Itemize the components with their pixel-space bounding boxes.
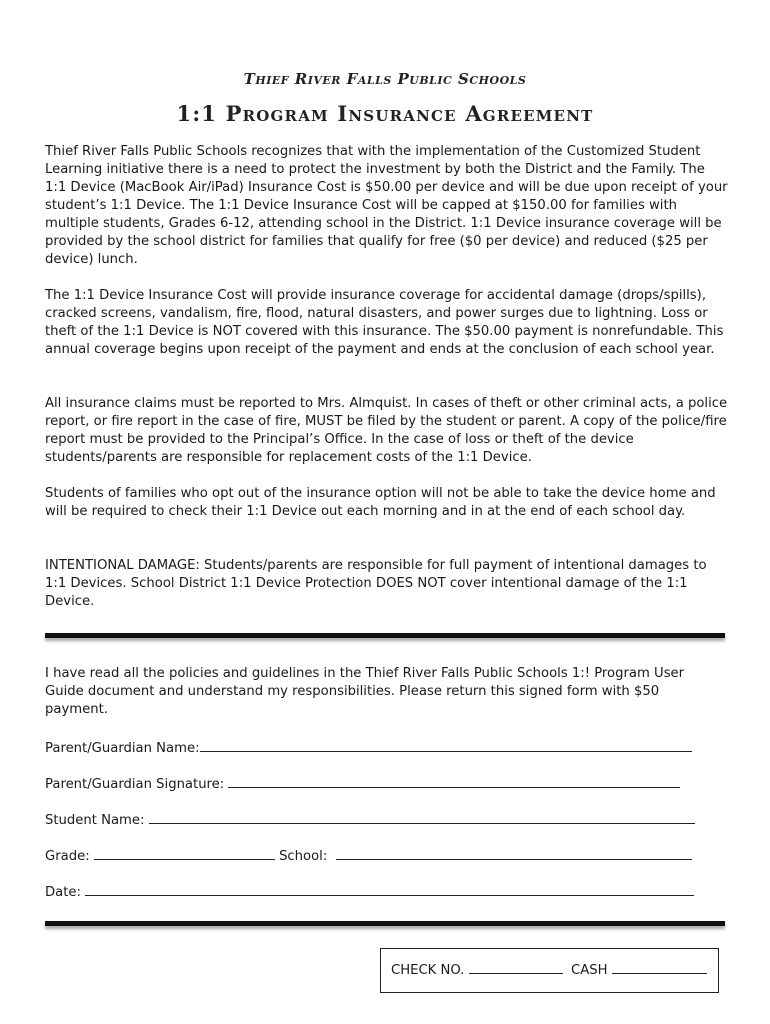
section-divider-bottom	[45, 921, 725, 926]
student-name-field[interactable]	[45, 810, 705, 830]
paragraph-intro: Thief River Falls Public Schools recognizes that with the implementation of the Customized Student Learning initiative there is a need to protect the investment by both the District and the Family. The 1:1 Device (MacBook Air/iPad) Insurance Cost is $50.00 per device and will be due upon receipt of your student’s 1:1 Device. The 1:1 Device Insurance Cost will be capped at $150.00 for families with multiple students, Grades 6-12, attending school in the District. 1:1 Device insurance coverage will be provided by the school district for families that qualify for free ($0 per device) and reduced ($25 per device) lunch.	[45, 144, 728, 267]
paragraph-coverage: The 1:1 Device Insurance Cost will provide insurance coverage for accidental damage (drops/spills), cracked screens, vandalism, fire, flood, natural disasters, and power surges due to lightning. Loss or theft of the 1:1 Device is NOT covered with this insurance. The $50.00 payment is nonrefundable. This annual coverage begins upon receipt of the payment and ends at the conclusion of each school year.	[45, 288, 724, 357]
cash-line[interactable]	[612, 960, 707, 974]
grade-label: Grade:	[45, 849, 90, 864]
student-name-line[interactable]	[149, 810, 695, 824]
parent-name-field[interactable]	[45, 738, 705, 758]
paragraph-intentional-damage: INTENTIONAL DAMAGE: Students/parents are responsible for full payment of intentional damages to 1:1 Devices. School District 1:1 Device Protection DOES NOT cover intentional damage of the 1:1 Device.	[45, 558, 707, 609]
date-field[interactable]	[45, 882, 705, 902]
page-title: 1:1 Program Insurance Agreement	[176, 101, 594, 126]
paragraph-opt-out: Students of families who opt out of the insurance option will not be able to take the device home and will be required to check their 1:1 Device out each morning and in at the end of each school day.	[45, 486, 716, 519]
grade-school-field	[45, 846, 705, 866]
parent-name-label: Parent/Guardian Name:	[45, 741, 200, 756]
check-number-label: CHECK NO.	[391, 963, 465, 978]
date-line[interactable]	[85, 882, 694, 896]
section-divider-top	[45, 633, 725, 638]
parent-signature-field[interactable]	[45, 774, 705, 794]
date-label: Date:	[45, 885, 81, 900]
district-name: Thief River Falls Public Schools	[243, 70, 527, 88]
paragraph-claims: All insurance claims must be reported to Mrs. Almquist. In cases of theft or other criminal acts, a police report, or fire report in the case of fire, MUST be filed by the student or parent. A copy of the police/fire report must be provided to the Principal’s Office. In the case of loss or theft of the device students/parents are responsible for replacement costs of the 1:1 Device.	[45, 396, 728, 465]
school-line[interactable]	[336, 846, 692, 860]
school-label: School:	[279, 849, 328, 864]
cash-label: CASH	[571, 963, 608, 978]
parent-signature-line[interactable]	[228, 774, 680, 788]
acknowledgement-text: I have read all the policies and guidelines in the Thief River Falls Public Schools 1:! Program User Guide document and understand my responsibilities. Please return this signed form with $50 payment.	[45, 666, 685, 717]
student-name-label: Student Name:	[45, 813, 145, 828]
grade-line[interactable]	[94, 846, 275, 860]
office-use-box	[380, 948, 719, 993]
check-number-line[interactable]	[469, 960, 563, 974]
parent-signature-label: Parent/Guardian Signature:	[45, 777, 225, 792]
parent-name-line[interactable]	[200, 738, 692, 752]
